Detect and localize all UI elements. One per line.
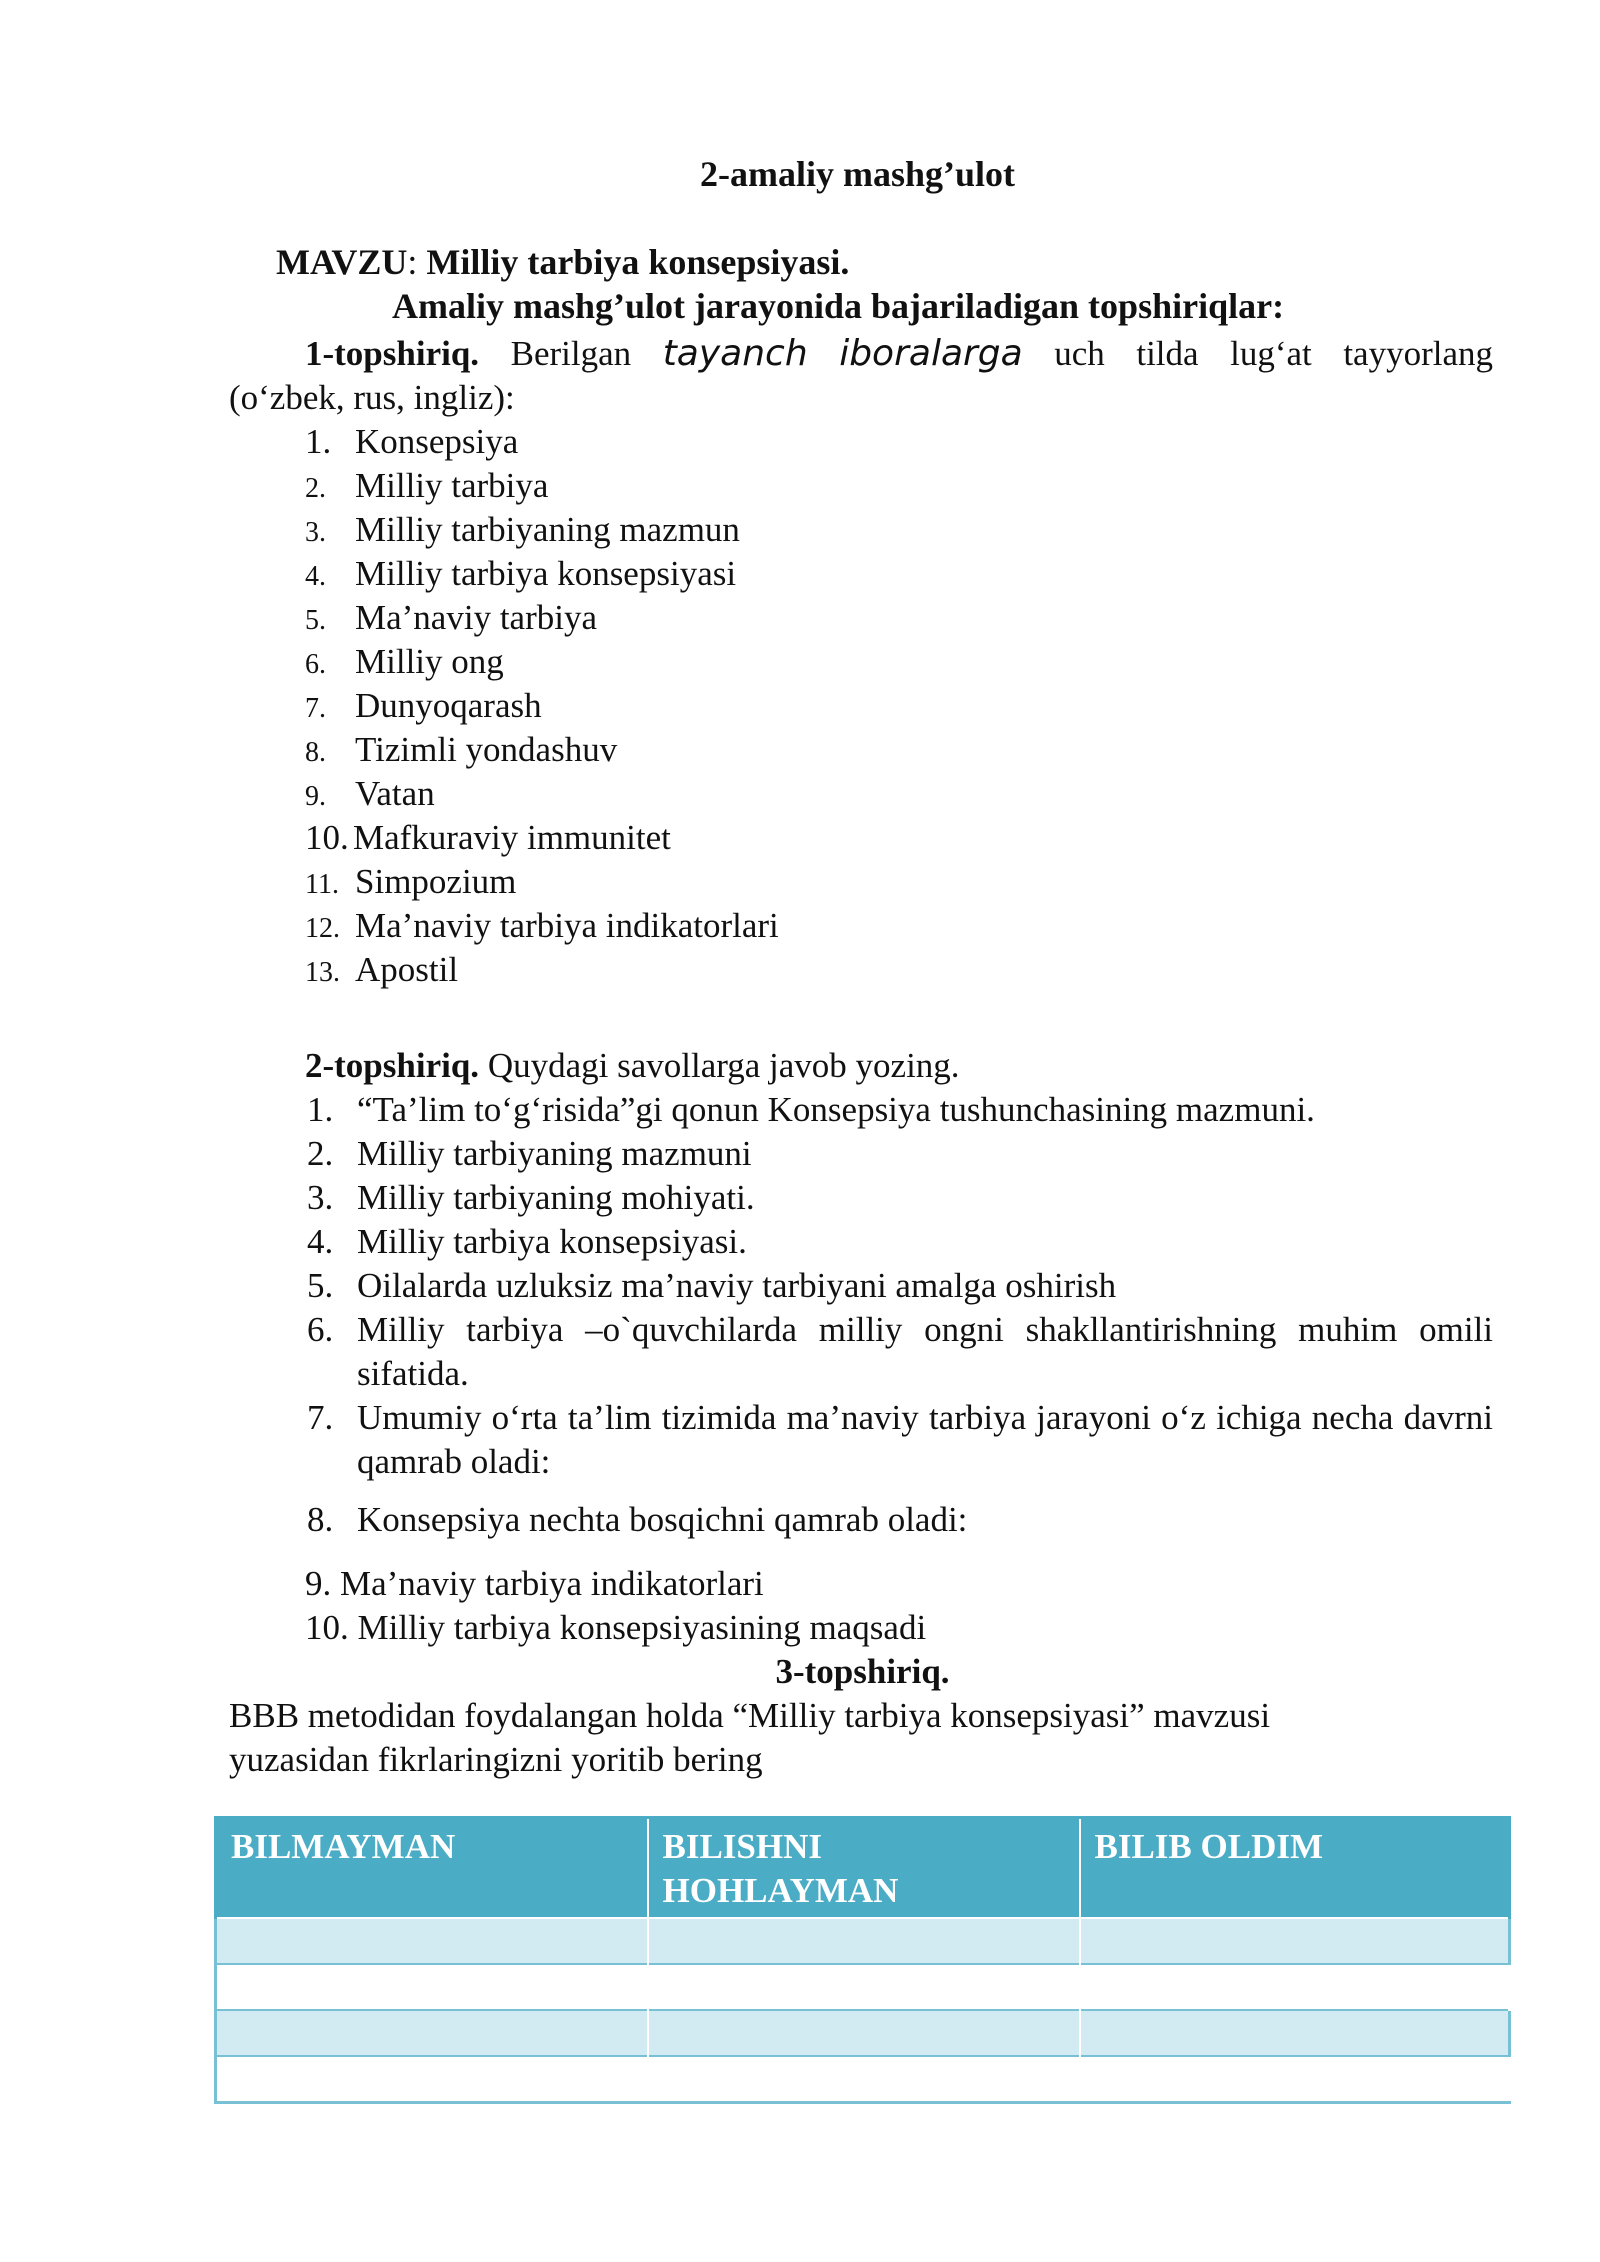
table-cell[interactable] — [1080, 2056, 1510, 2103]
list-item: 12. Ma’naviy tarbiya indikatorlari — [305, 906, 779, 945]
task2-intro: Quydagi savollarga javob yozing. — [479, 1046, 960, 1085]
task1-word: tilda — [1136, 334, 1199, 373]
question-item: 1. “Ta’lim to‘g‘risida”gi qonun Konsepsiya tushunchasining mazmuni. — [307, 1090, 1315, 1129]
task1-word: uch — [1054, 334, 1105, 373]
question-item: 2. Milliy tarbiyaning mazmuni — [307, 1134, 752, 1173]
question-item: 7. Umumiy o‘rta ta’lim tizimida ma’naviy tarbiya jarayoni o‘z ichiga necha davrni qamrab oladi: — [307, 1398, 1493, 1481]
table-header-cell: BILMAYMAN — [216, 1818, 648, 1919]
table-cell[interactable] — [648, 1964, 1080, 2010]
question-item: 8. Konsepsiya nechta bosqichni qamrab oladi: — [307, 1500, 968, 1539]
list-item: 6. Milliy ong — [305, 642, 504, 681]
question-item: 5. Oilalarda uzluksiz ma’naviy tarbiyani amalga oshirish — [307, 1266, 1117, 1305]
table-row — [216, 1918, 1510, 1964]
list-item: 7. Dunyoqarash — [305, 686, 542, 725]
question-item: 3. Milliy tarbiyaning mohiyati. — [307, 1178, 755, 1217]
list-item: 9. Vatan — [305, 774, 435, 813]
table-header-cell: BILIB OLDIM — [1080, 1818, 1510, 1919]
table-cell[interactable] — [1080, 2010, 1510, 2056]
task1-word: iboralarga — [839, 333, 1023, 374]
list-item: 13. Apostil — [305, 950, 459, 989]
task1-word: tayanch — [662, 333, 808, 374]
task1-word: Berilgan — [510, 334, 632, 373]
list-item: 3. Milliy tarbiyaning mazmun — [305, 510, 740, 549]
question-item: 9. Ma’naviy tarbiya indikatorlari — [305, 1564, 764, 1603]
table-header-cell: BILISHNI HOHLAYMAN — [648, 1818, 1080, 1919]
table-cell[interactable] — [216, 1918, 648, 1964]
list-item: 2. Milliy tarbiya — [305, 466, 549, 505]
task1-continuation: (o‘zbek, rus, ingliz): — [229, 378, 515, 417]
task1-word: tayyorlang — [1343, 334, 1493, 373]
task2-line — [305, 1044, 960, 1088]
tasks-heading: Amaliy mashg’ulot jarayonida bajariladigan topshiriqlar: — [392, 286, 1285, 326]
topic-label: MAVZU — [276, 242, 408, 282]
question-item: 4. Milliy tarbiya konsepsiyasi. — [307, 1222, 747, 1261]
table-cell[interactable] — [1080, 1918, 1510, 1964]
list-item: 4. Milliy tarbiya konsepsiyasi — [305, 554, 737, 593]
list-item: 5. Ma’naviy tarbiya — [305, 598, 597, 637]
task1-line — [305, 332, 1493, 376]
table-cell[interactable] — [216, 1964, 648, 2010]
task1-label: 1-topshiriq. — [305, 334, 480, 373]
page-title: 2-amaliy mashg’ulot — [700, 154, 1015, 194]
list-item: 10. Mafkuraviy immunitet — [305, 818, 671, 857]
table-cell[interactable] — [1080, 1964, 1510, 2010]
table-row — [216, 1964, 1510, 2010]
table-row — [216, 2010, 1510, 2056]
topic-line — [276, 240, 849, 284]
question-item: 6. Milliy tarbiya –o`quvchilarda milliy ongni shakllantirishning muhim omili sifatida. — [307, 1310, 1493, 1393]
task3-text-line: BBB metodidan foydalangan holda “Milliy tarbiya konsepsiyasi” mavzusi — [229, 1696, 1271, 1735]
bbb-table — [214, 1816, 1508, 2104]
topic-value: Milliy tarbiya konsepsiyasi. — [417, 242, 850, 282]
topic-colon: : — [407, 242, 418, 282]
list-item: 1. Konsepsiya — [305, 422, 519, 461]
table-cell[interactable] — [648, 1918, 1080, 1964]
task3-text-line: yuzasidan fikrlaringizni yoritib bering — [229, 1740, 763, 1779]
table-cell[interactable] — [216, 2010, 648, 2056]
task3-heading: 3-topshiriq. — [775, 1652, 950, 1691]
task1-word: lug‘at — [1230, 334, 1312, 373]
list-item: 8. Tizimli yondashuv — [305, 730, 618, 769]
list-item: 11. Simpozium — [305, 862, 517, 901]
table-cell[interactable] — [648, 2010, 1080, 2056]
table-row — [216, 2056, 1510, 2103]
task2-label: 2-topshiriq. — [305, 1046, 480, 1085]
question-item: 10. Milliy tarbiya konsepsiyasining maqsadi — [305, 1608, 927, 1647]
table-cell[interactable] — [648, 2056, 1080, 2103]
table-cell[interactable] — [216, 2056, 648, 2103]
